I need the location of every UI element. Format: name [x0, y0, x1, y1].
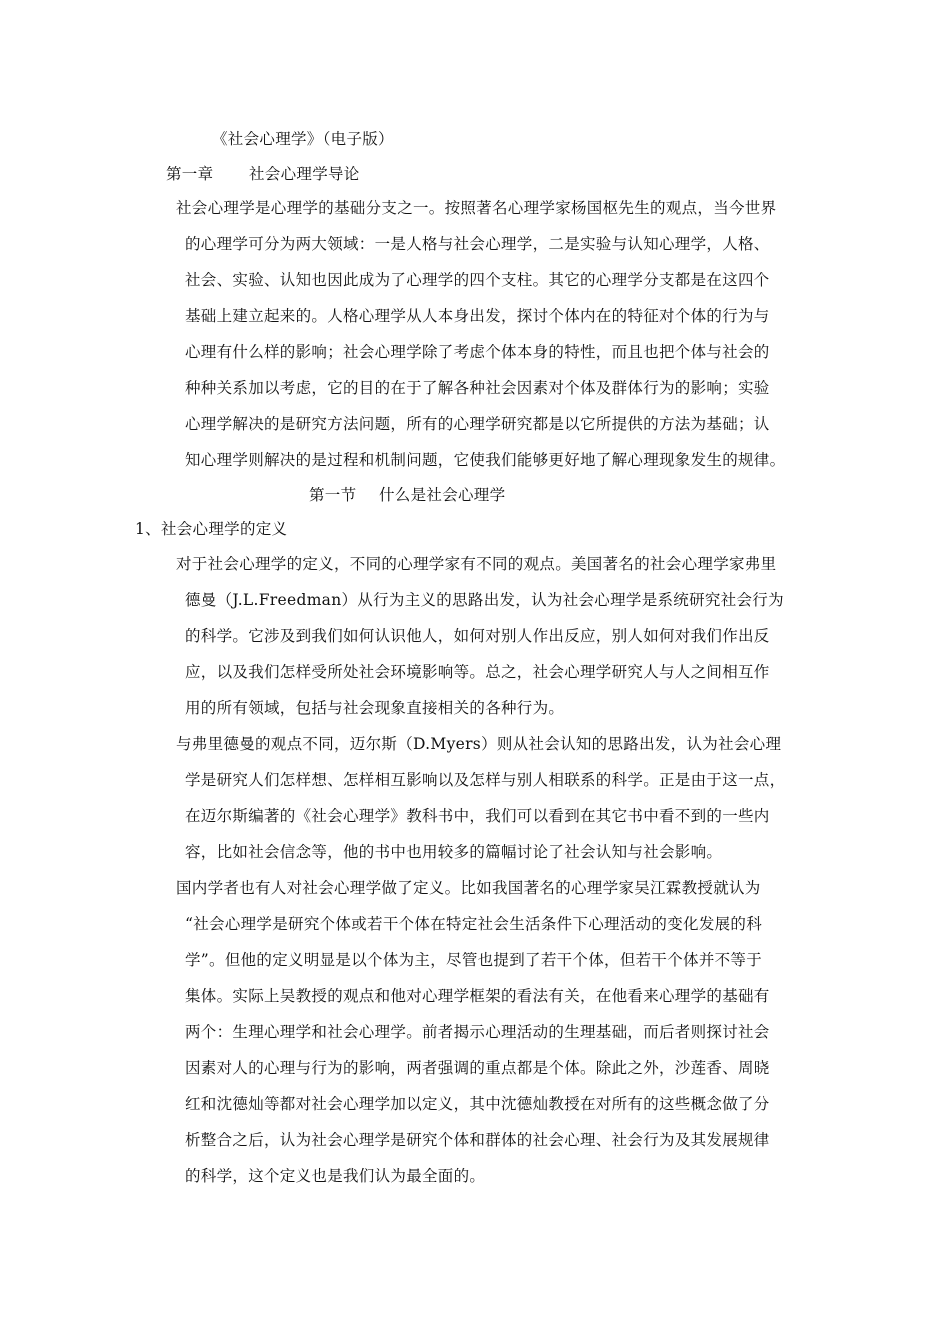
paragraph-line: 两个：生理心理学和社会心理学。前者揭示心理活动的生理基础，而后者则探讨社会: [185, 1023, 770, 1041]
section-name: 什么是社会心理学: [379, 486, 506, 504]
paragraph-line: 的科学。它涉及到我们如何认识他人，如何对别人作出反应，别人如何对我们作出反: [185, 627, 770, 645]
section-number: 第一节: [309, 486, 357, 504]
paragraph-line: 集体。实际上吴教授的观点和他对心理学框架的看法有关，在他看来心理学的基础有: [185, 987, 770, 1005]
paragraph-line: 国内学者也有人对社会心理学做了定义。比如我国著名的心理学家吴江霖教授就认为: [176, 879, 761, 897]
paragraph-line: 容，比如社会信念等，他的书中也用较多的篇幅讨论了社会认知与社会影响。: [185, 843, 723, 861]
paragraph-line: 红和沈德灿等都对社会心理学加以定义，其中沈德灿教授在对所有的这些概念做了分: [185, 1095, 770, 1113]
paragraph-line: 与弗里德曼的观点不同，迈尔斯（D.Myers）则从社会认知的思路出发，认为社会心理: [176, 735, 782, 753]
intro-line: 知心理学则解决的是过程和机制问题，它使我们能够更好地了解心理现象发生的规律。: [185, 451, 786, 469]
intro-line: 社会、实验、认知也因此成为了心理学的四个支柱。其它的心理学分支都是在这四个: [185, 271, 770, 289]
intro-line: 心理有什么样的影响；社会心理学除了考虑个体本身的特性，而且也把个体与社会的: [185, 343, 770, 361]
paragraph-line: 应，以及我们怎样受所处社会环境影响等。总之，社会心理学研究人与人之间相互作: [185, 663, 770, 681]
paragraph-line: 学是研究人们怎样想、怎样相互影响以及怎样与别人相联系的科学。正是由于这一点，: [185, 771, 786, 789]
intro-line: 的心理学可分为两大领域：一是人格与社会心理学，二是实验与认知心理学，人格、: [185, 235, 770, 253]
intro-line: 心理学解决的是研究方法问题，所有的心理学研究都是以它所提供的方法为基础；认: [185, 415, 770, 433]
intro-line: 种种关系加以考虑，它的目的在于了解各种社会因素对个体及群体行为的影响；实验: [185, 379, 770, 397]
paragraph-line: 学”。但他的定义明显是以个体为主，尽管也提到了若干个体，但若干个体并不等于: [185, 951, 763, 969]
paragraph-line: “社会心理学是研究个体或若干个体在特定社会生活条件下心理活动的变化发展的科: [185, 915, 763, 933]
paragraph-line: 德曼（J.L.Freedman）从行为主义的思路出发，认为社会心理学是系统研究社会行为: [185, 591, 784, 609]
intro-line: 社会心理学是心理学的基础分支之一。按照著名心理学家杨国枢先生的观点，当今世界: [176, 199, 777, 217]
paragraph-line: 因素对人的心理与行为的影响，两者强调的重点都是个体。除此之外，沙莲香、周晓: [185, 1059, 770, 1077]
intro-line: 基础上建立起来的。人格心理学从人本身出发，探讨个体内在的特征对个体的行为与: [185, 307, 770, 325]
document-title: 《社会心理学》（电子版）: [212, 130, 394, 148]
paragraph-line: 在迈尔斯编著的《社会心理学》教科书中，我们可以看到在其它书中看不到的一些内: [185, 807, 770, 825]
paragraph-line: 析整合之后，认为社会心理学是研究个体和群体的社会心理、社会行为及其发展规律: [185, 1131, 770, 1149]
paragraph-line: 对于社会心理学的定义，不同的心理学家有不同的观点。美国著名的社会心理学家弗里: [176, 555, 777, 573]
chapter-number: 第一章: [166, 165, 214, 183]
paragraph-line: 用的所有领域，包括与社会现象直接相关的各种行为。: [185, 699, 565, 717]
chapter-name: 社会心理学导论: [249, 165, 360, 183]
subsection-heading: 1、社会心理学的定义: [135, 520, 288, 538]
paragraph-line: 的科学，这个定义也是我们认为最全面的。: [185, 1167, 486, 1185]
